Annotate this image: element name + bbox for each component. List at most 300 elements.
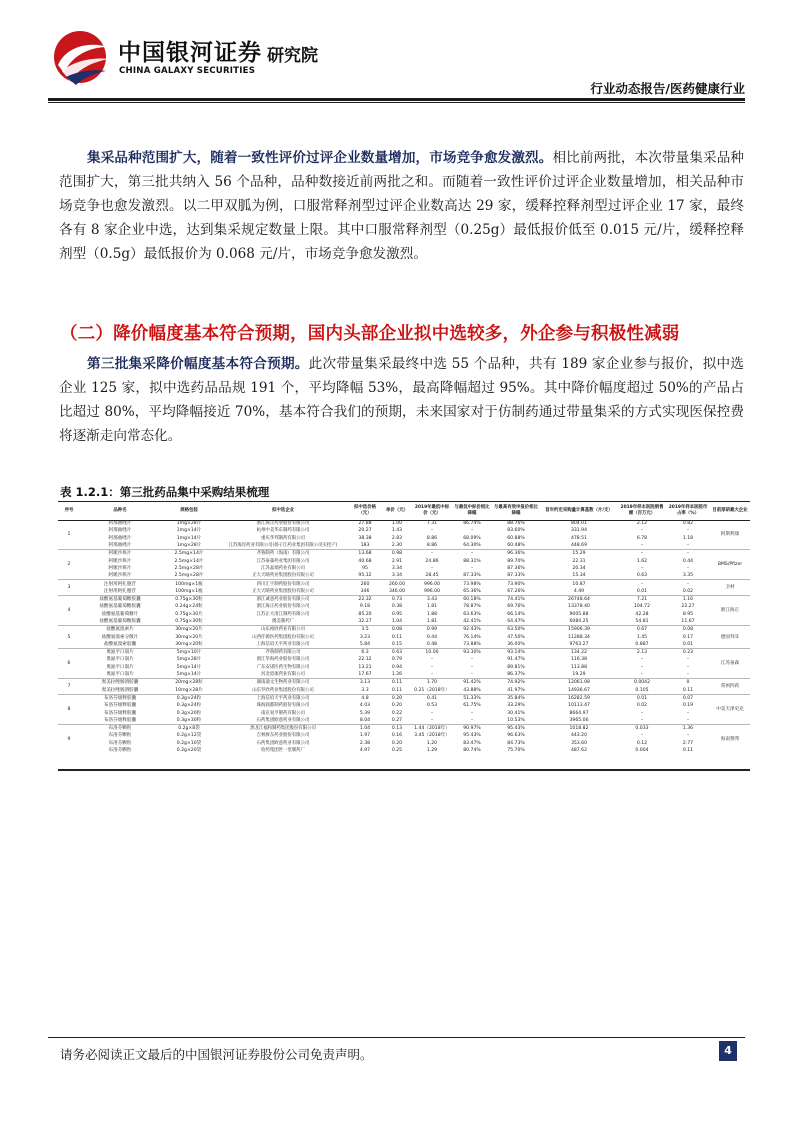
- table-cell: 0.2g×12袋: [176, 733, 202, 739]
- table-header-cell: 与最低中标价相比降幅: [454, 505, 490, 516]
- table-cell: 996.00: [423, 588, 441, 594]
- table-row: [58, 633, 750, 640]
- table-cell: 9763.27: [569, 641, 589, 647]
- table-cell: 0.21（2018年）: [414, 687, 450, 693]
- table-row: [58, 611, 750, 618]
- table-cell: 5mg×14片: [176, 664, 202, 670]
- table-cell: 河北恩康药业有限公司: [261, 672, 305, 678]
- table-cell: –: [430, 664, 434, 670]
- table-cell: 0.3g×24粒: [160, 694, 218, 702]
- group-number-cell: 1: [67, 532, 71, 538]
- table-cell: 8664.97: [569, 710, 589, 716]
- table-header-cell: 拟中选企业: [272, 508, 294, 513]
- table-cell: 61.75%: [463, 703, 481, 709]
- originator-cell: 海南赞邦: [710, 725, 750, 755]
- table-cell: 11.67: [681, 619, 695, 624]
- table-cell: 92.43%: [452, 626, 492, 634]
- table-cell: 51.33%: [452, 694, 492, 702]
- table-cell: 75.70%: [507, 748, 525, 754]
- table-cell: 0.01: [636, 588, 648, 594]
- table-cell: 10.00: [412, 649, 452, 657]
- table-cell: 4.49: [573, 588, 585, 594]
- table-row: [58, 671, 750, 679]
- table-cell: 阿哌沙班片: [108, 558, 132, 564]
- table-cell: 0.75g×30粒: [175, 619, 203, 624]
- table-cell: –: [640, 657, 644, 663]
- table-cell: 2.12: [636, 521, 648, 527]
- table-cell: 0.75g×30粒: [160, 595, 218, 603]
- table-cell: 30mg×20片: [160, 626, 218, 634]
- table-row: [58, 702, 750, 709]
- table-cell: 1.36: [666, 725, 710, 733]
- table-cell: 阿那曲唑片: [108, 535, 132, 541]
- table-cell: 1mg×14片: [176, 535, 202, 541]
- originator-cell: BMS/Pfizer: [710, 550, 750, 580]
- table-cell: 0.63: [636, 573, 648, 579]
- table-cell: 0.27: [391, 717, 403, 723]
- table-row: [58, 664, 750, 671]
- table-cell: 73.98%: [452, 580, 492, 588]
- table-cell: 65.36%: [463, 588, 481, 594]
- table-cell: 996.00: [412, 580, 452, 588]
- table-row: [58, 565, 750, 572]
- originator-cell: 浙江海正: [710, 595, 750, 625]
- originator-cell: 阿斯利康: [720, 532, 740, 538]
- table-cell: –: [686, 543, 690, 549]
- table-cell: 0.11: [382, 679, 412, 687]
- table-cell: –: [640, 664, 644, 670]
- paragraph-2-body: 此次带量集采最终中选 55 个品种，共有 189 家企业参与报价，拟中选企业 125 家，拟中选药品品规 191 个，平均降幅 53%，最高降幅超过 95%。其中降价幅度超过 50%的产品占比超过 80%，平均降幅接近 70%，基本符合我们的预期，未来国家对于仿制药通过带量集采的方式实现医保控费将逐渐走向常态化。: [59, 356, 744, 444]
- table-cell: 76.14%: [463, 634, 481, 640]
- table-cell: 27.88: [358, 521, 372, 527]
- table-cell: 24.86: [425, 558, 439, 564]
- table-cell: 5mg×10片: [160, 649, 218, 657]
- table-cell: –: [430, 657, 434, 663]
- group-number-cell: 6: [58, 649, 80, 679]
- table-cell: 0: [666, 679, 710, 687]
- table-cell: 1.43: [391, 528, 403, 534]
- table-cell: 0.24g×24粒: [175, 604, 203, 610]
- table-cell: 0.13: [382, 725, 412, 733]
- table-cell: 86.37%: [507, 672, 525, 678]
- table-cell: –: [640, 733, 644, 739]
- table-cell: 0.3g×30粒: [176, 717, 202, 723]
- table-cell: 0.02: [682, 588, 694, 594]
- table-cell: 0.12: [636, 740, 648, 746]
- table-cell: 6.78: [636, 535, 648, 541]
- table-cell: 78.87%: [463, 604, 481, 610]
- table-row: [58, 595, 750, 603]
- table-cell: –: [686, 672, 690, 678]
- table-cell: 2.83: [391, 535, 403, 541]
- table-cell: 5.84: [359, 641, 371, 647]
- table-cell: 183: [360, 543, 370, 549]
- table-row: [58, 649, 750, 657]
- table-cell: 346.00: [388, 588, 406, 594]
- table-cell: –: [470, 710, 474, 716]
- table-cell: 0.23: [666, 649, 710, 657]
- table-cell: 山东裕欣药业有限公司: [218, 626, 348, 634]
- table-cell: 0.99: [412, 626, 452, 634]
- table-cell: 0.887: [635, 641, 649, 647]
- results-table: [58, 502, 750, 754]
- table-cell: 8.86: [426, 535, 438, 541]
- table-cell: –: [430, 717, 434, 723]
- table-cell: 0.004: [635, 748, 649, 754]
- table-header-cell: 首年约定采购量计算基数（片/支）: [545, 508, 613, 513]
- table-cell: 广东安诺医药生物有限公司: [256, 664, 310, 670]
- table-cell: 28.45: [425, 573, 439, 579]
- table-cell: 11288.34: [568, 634, 590, 640]
- table-cell: 80.74%: [463, 748, 481, 754]
- table-cell: 0.0042: [618, 679, 666, 687]
- group-number-cell: 2: [58, 550, 80, 580]
- table-cell: 15.29: [540, 550, 618, 558]
- table-cell: 93.14%: [492, 649, 540, 657]
- table-cell: –: [686, 733, 690, 739]
- table-cell: –: [640, 543, 644, 549]
- table-row: [58, 527, 750, 534]
- table-cell: 47.50%: [507, 634, 525, 640]
- table-cell: 上海信谊天平药业有限公司: [256, 641, 310, 647]
- table-cell: 0.82: [682, 521, 694, 527]
- table-cell: 布洛芬颗粒: [108, 733, 132, 739]
- table-cell: 0.75g×30片: [175, 611, 203, 617]
- table-cell: 22.32: [348, 595, 382, 603]
- table-body: [58, 520, 750, 754]
- table-cell: 91.42%: [452, 679, 492, 687]
- table-cell: 22.31: [572, 558, 586, 564]
- table-cell: 6.3: [348, 649, 382, 657]
- table-cell: 30.41%: [507, 710, 525, 716]
- group-number-cell: 4: [58, 595, 80, 625]
- table-cell: 盐酸氨溴索胶囊: [103, 641, 137, 647]
- table-header-cell: 2019年最低中标价（元）: [414, 505, 450, 516]
- table-row: [58, 717, 750, 725]
- table-cell: 9005.88: [569, 611, 589, 617]
- table-row: [58, 687, 750, 695]
- table-cell: 8.95: [682, 611, 694, 617]
- table-cell: 63.63%: [463, 611, 481, 617]
- table-cell: 104.72: [633, 604, 651, 610]
- table-row: [58, 740, 750, 747]
- table-cell: 22.12: [358, 657, 372, 663]
- table-cell: –: [640, 528, 644, 534]
- table-cell: 346: [360, 588, 370, 594]
- table-cell: 布洛芬缓释胶囊: [103, 717, 137, 723]
- logo-institute: 研究院: [267, 46, 318, 66]
- table-cell: 浙江海正药业股份有限公司: [256, 521, 310, 527]
- table-cell: –: [470, 717, 474, 723]
- table-cell: –: [470, 664, 474, 670]
- table-cell: 0.2g×8袋: [160, 725, 218, 733]
- table-cell: 60.48%: [507, 543, 525, 549]
- table-header-cell: 拟中选价格（元）: [354, 505, 376, 516]
- table-cell: 96.36%: [492, 550, 540, 558]
- table-cell: 0.01: [618, 694, 666, 702]
- table-cell: –: [430, 528, 434, 534]
- table-cell: 134.22: [540, 649, 618, 657]
- table-row: [58, 520, 750, 527]
- table-cell: 13378.40: [568, 604, 590, 610]
- table-cell: 260: [348, 580, 382, 588]
- table-cell: 353.60: [570, 740, 588, 746]
- table-cell: 黑龙江福和制药集团股份有限公司: [218, 725, 348, 733]
- table-header-cell: 规格包装: [180, 508, 198, 513]
- table-cell: 3.34: [391, 565, 403, 571]
- table-cell: 1.18: [682, 535, 694, 541]
- table-cell: 30mg×20粒: [175, 641, 203, 647]
- table-cell: 2.5mg×28片: [174, 565, 204, 571]
- table-cell: 38.38: [358, 535, 372, 541]
- table-cell: 66.14%: [507, 611, 525, 617]
- table-cell: 95.43%: [463, 733, 481, 739]
- originator-cell: 江苏豪森: [710, 649, 750, 679]
- table-cell: 0.20: [391, 703, 403, 709]
- table-cell: 澳美制药厂: [272, 619, 294, 624]
- table-cell: 87.36%: [507, 565, 525, 571]
- table-cell: 116.38: [570, 657, 588, 663]
- group-number-cell: 8: [58, 694, 80, 724]
- logo-english-name: CHINA GALAXY SECURITIES: [119, 66, 256, 76]
- table-cell: –: [430, 710, 434, 716]
- table-cell: 1.62: [636, 558, 648, 564]
- table-cell: 89.81%: [507, 664, 525, 670]
- table-cell: 83.60%: [507, 528, 525, 534]
- table-header-cell: 2019年样本医院销售额（百万元）: [620, 505, 664, 516]
- table-cell: 3.23: [359, 634, 371, 640]
- table-cell: 1.81: [426, 619, 438, 624]
- table-cell: 1.16: [666, 595, 710, 603]
- table-cell: –: [618, 580, 666, 588]
- table-cell: –: [686, 710, 690, 716]
- table-cell: 1mg×14片: [176, 528, 202, 534]
- table-cell: 13.21: [358, 664, 372, 670]
- table-cell: 布洛芬颗粒: [108, 748, 132, 754]
- table-cell: 3.5: [348, 626, 382, 634]
- table-cell: 1.04: [348, 725, 382, 733]
- table-header-cell: 序号: [64, 508, 74, 513]
- table-cell: 15.34: [572, 573, 586, 579]
- table-cell: –: [470, 672, 474, 678]
- table-cell: 84.73%: [507, 740, 525, 746]
- table-cell: 盐酸氨基葡萄糖胶囊: [99, 619, 141, 624]
- table-cell: 26748.64: [540, 595, 618, 603]
- table-row: [58, 656, 750, 663]
- table-cell: 20.27: [358, 528, 372, 534]
- table-cell: –: [640, 672, 644, 678]
- table-row: [58, 747, 750, 754]
- table-cell: 0.98: [382, 550, 412, 558]
- galaxy-swirl-logo-icon: [48, 27, 118, 87]
- table-cell: 10.53%: [507, 717, 525, 723]
- table-cell: 93.30%: [452, 649, 492, 657]
- table-cell: 0.38: [391, 604, 403, 610]
- table-cell: –: [666, 550, 710, 558]
- table-cell: 齐鲁制药有限公司: [218, 649, 348, 657]
- table-cell: 奥氮平口崩片: [106, 657, 134, 663]
- table-cell: 260.00: [382, 580, 412, 588]
- table-row: [58, 572, 750, 580]
- table-cell: 山东罗欣药业集团股份有限公司: [252, 687, 314, 693]
- table-cell: –: [666, 580, 710, 588]
- table-cell: 60.18%: [452, 595, 492, 603]
- table-cell: 3.34: [391, 573, 403, 579]
- table-cell: 1.44（2018年）: [412, 725, 452, 733]
- table-cell: 73.88%: [463, 641, 481, 647]
- table-cell: 阿那曲唑片: [108, 543, 132, 549]
- table-cell: 0.44: [426, 634, 438, 640]
- table-cell: 5.39: [359, 710, 371, 716]
- table-header-cell: 单价（元）: [386, 508, 408, 513]
- group-number-cell: 9: [58, 725, 80, 755]
- originator-cell: 常州四药: [710, 679, 750, 695]
- table-cell: 2.5mg×14片: [174, 558, 204, 564]
- table-cell: 0.15: [391, 641, 403, 647]
- table-cell: 19.29: [572, 672, 586, 678]
- table-row: [58, 618, 750, 626]
- table-cell: 3965.06: [569, 717, 589, 723]
- table-bottom-rule: [58, 769, 750, 771]
- table-cell: 33.29%: [507, 703, 525, 709]
- table-cell: 2.5mg×28片: [174, 573, 204, 579]
- table-cell: –: [686, 717, 690, 723]
- report-category: 行业动态报告/医药健康行业: [590, 81, 745, 96]
- table-cell: 60.88%: [507, 535, 525, 541]
- table-cell: –: [686, 528, 690, 534]
- table-cell: 南京易亨制药有限公司: [261, 710, 305, 716]
- table-cell: 100mg×1瓶: [160, 580, 218, 588]
- table-cell: 0.02: [636, 703, 648, 709]
- table-cell: 10.87: [540, 580, 618, 588]
- table-cell: 盐酸氨溴索分散片: [101, 634, 139, 640]
- table-cell: 0.20: [382, 694, 412, 702]
- table-cell: 盐酸氨基葡萄糖胶囊: [80, 595, 160, 603]
- table-row: [58, 603, 750, 610]
- table-cell: 30mg×20片: [175, 634, 203, 640]
- table-header-cell: 2019年样本医院市占率（%）: [668, 505, 708, 516]
- table-cell: –: [412, 550, 452, 558]
- group-number-cell: 3: [58, 580, 80, 596]
- table-cell: 89.70%: [507, 558, 525, 564]
- table-cell: 3.13: [348, 679, 382, 687]
- table-row: [58, 542, 750, 550]
- table-cell: 阿那曲唑片: [108, 521, 132, 527]
- table-cell: 石药集团欧意药业有限公司: [256, 717, 310, 723]
- originator-cell: 中美天津史克: [710, 694, 750, 724]
- table-cell: 64.47%: [507, 619, 525, 624]
- table-cell: 0.20: [391, 740, 403, 746]
- table-cell: 8.86: [426, 543, 438, 549]
- table-cell: 35.84%: [492, 694, 540, 702]
- table-cell: 0.17: [682, 634, 694, 640]
- table-cell: 804.01: [570, 521, 588, 527]
- table-cell: 奥美拉唑肠溶胶囊: [101, 687, 139, 693]
- table-caption: 表 1.2.1：第三批药品集中采购结果梳理: [60, 485, 270, 499]
- table-cell: 3.43: [412, 595, 452, 603]
- table-cell: 2.77: [682, 740, 694, 746]
- table-cell: 0.25: [391, 748, 403, 754]
- table-cell: 43.88%: [463, 687, 481, 693]
- table-cell: 7.31: [426, 521, 438, 527]
- table-cell: 湖南迪文生物药业有限公司: [218, 679, 348, 687]
- table-cell: 山西仟源医药集团股份有限公司: [252, 634, 314, 640]
- table-cell: 4.97: [359, 748, 371, 754]
- table-row: [58, 679, 750, 687]
- table-cell: 石药集团欧意药业有限公司: [256, 740, 310, 746]
- table-cell: 0.16: [391, 733, 403, 739]
- table-cell: 69.76%: [507, 604, 525, 610]
- table-cell: 盐酸氨基葡萄糖胶囊: [99, 604, 141, 610]
- table-cell: 0.67: [618, 626, 666, 634]
- table-row: [58, 550, 750, 558]
- table-cell: 1.88: [426, 611, 438, 617]
- table-cell: 74.92%: [492, 679, 540, 687]
- table-cell: 4.03: [359, 703, 371, 709]
- table-cell: 41.97%: [507, 687, 525, 693]
- table-cell: 5mg×14片: [176, 672, 202, 678]
- table-cell: 奥氮平口崩片: [80, 649, 160, 657]
- table-cell: 8.04: [359, 717, 371, 723]
- table-row: [58, 535, 750, 542]
- table-cell: 5mg×28片: [176, 657, 202, 663]
- table-cell: 68.09%: [463, 535, 481, 541]
- section-title: （二）降价幅度基本符合预期，国内头部企业拟中选较多，外企参与积极性减弱: [60, 324, 680, 344]
- table-cell: 10113.47: [568, 703, 590, 709]
- table-cell: 0.22: [391, 710, 403, 716]
- table-cell: 87.33%: [463, 573, 481, 579]
- table-cell: 上海信谊天平药业有限公司: [218, 694, 348, 702]
- table-cell: 注射用阿扎胞苷: [103, 588, 137, 594]
- table-cell: 浙江诚意药业股份有限公司: [218, 595, 348, 603]
- table-cell: 1.04: [391, 619, 403, 624]
- table-cell: 珠海润都制药股份有限公司: [256, 703, 310, 709]
- table-cell: 0.2g×10袋: [176, 740, 202, 746]
- paragraph-collection-scope: [59, 146, 744, 266]
- table-cell: 盐酸氨溴索片: [80, 626, 160, 634]
- group-number-cell: 5: [58, 626, 80, 649]
- table-cell: 95.43%: [492, 725, 540, 733]
- table-cell: 3.35: [682, 573, 694, 579]
- table-cell: 阿哌沙班片: [108, 565, 132, 571]
- table-cell: 331.94: [570, 528, 588, 534]
- table-cell: 0.11: [391, 687, 403, 693]
- table-cell: 42.28: [635, 611, 649, 617]
- table-cell: 95: [362, 565, 368, 571]
- table-cell: 22.27: [681, 604, 695, 610]
- table-cell: 0.105: [635, 687, 649, 693]
- footer-rule: [48, 1037, 745, 1038]
- table-cell: 杭州中美华东制药有限公司: [256, 528, 310, 534]
- table-header-cell: 目前原研最大企业: [712, 508, 748, 513]
- table-cell: 布洛芬缓释胶囊: [103, 703, 137, 709]
- table-cell: 0.63: [382, 649, 412, 657]
- table-cell: 1.45: [636, 634, 648, 640]
- table-cell: 0.11: [682, 748, 694, 754]
- table-cell: 100mg×1瓶: [175, 588, 203, 594]
- table-cell: 奥美拉唑肠溶胶囊: [80, 679, 160, 687]
- table-cell: 0.48: [426, 641, 438, 647]
- table-cell: 113.88: [570, 664, 588, 670]
- table-cell: 1.29: [426, 748, 438, 754]
- table-row: [58, 557, 750, 564]
- table-cell: 54.81: [635, 619, 649, 624]
- table-cell: –: [640, 710, 644, 716]
- table-cell: –: [686, 664, 690, 670]
- table-cell: 0.19: [682, 703, 694, 709]
- table-cell: 3.45（2018年）: [414, 733, 450, 739]
- table-header-cell: 与最高有效申报价相比降幅: [494, 505, 538, 516]
